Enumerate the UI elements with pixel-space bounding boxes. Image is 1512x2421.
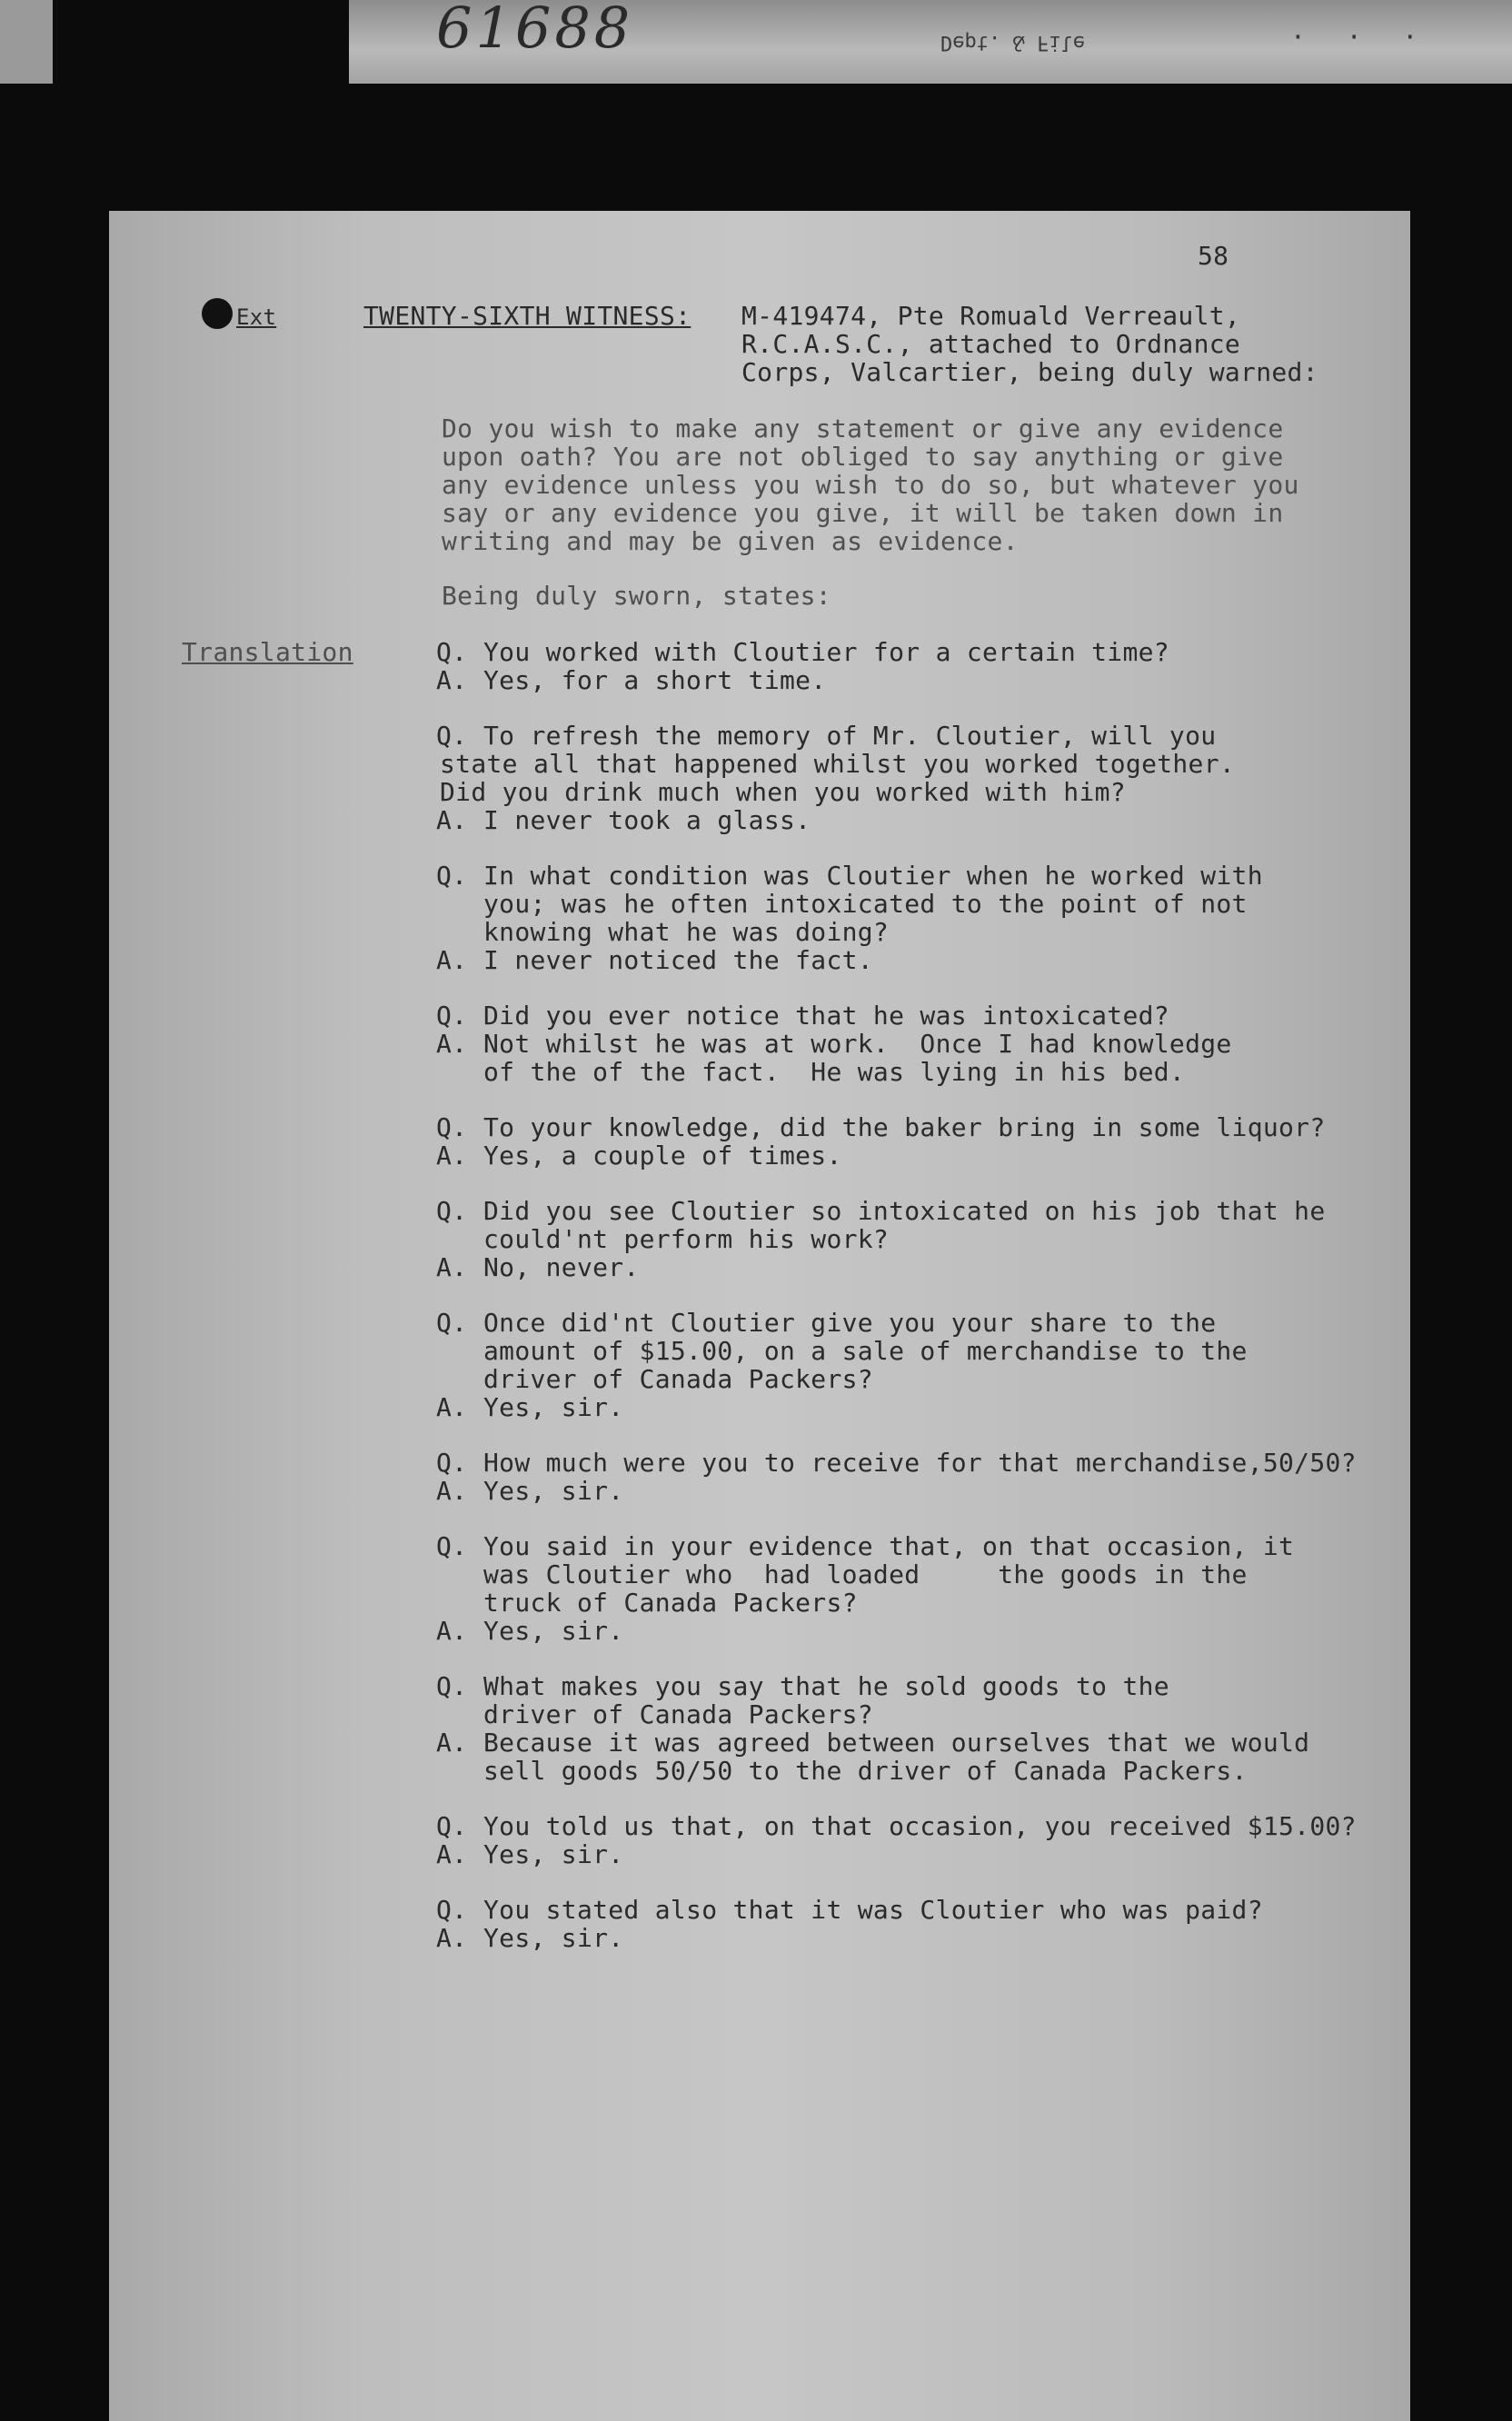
question-text: What makes you say that he sold goods to the	[483, 1671, 1169, 1701]
question-text: amount of $15.00, on a sale of merchandise to the	[483, 1336, 1248, 1366]
question-marker: Q.	[436, 1895, 468, 1925]
answer-marker: A.	[436, 1252, 468, 1282]
question-marker: Q.	[436, 637, 468, 667]
answer-marker: A.	[436, 1728, 468, 1758]
question-text: state all that happened whilst you worked together.	[440, 749, 1236, 779]
question-text: In what condition was Cloutier when he worked with	[483, 861, 1263, 891]
question-text: Did you see Cloutier so intoxicated on his job that he	[483, 1196, 1326, 1226]
question-text: knowing what he was doing?	[483, 917, 890, 947]
question-marker: Q.	[436, 721, 468, 751]
question-text: truck of Canada Packers?	[483, 1588, 858, 1618]
question-text: driver of Canada Packers?	[483, 1364, 873, 1394]
ink-blot	[202, 298, 233, 329]
witness-line: R.C.A.S.C., attached to Ordnance	[741, 329, 1241, 359]
speckle-marks: · · ·	[1290, 22, 1431, 52]
question-text: You worked with Cloutier for a certain time?	[483, 637, 1169, 667]
witness-line: M-419474, Pte Romuald Verreault,	[741, 301, 1241, 331]
answer-marker: A.	[436, 1616, 468, 1646]
question-text: could'nt perform his work?	[483, 1224, 890, 1254]
answer-marker: A.	[436, 665, 468, 695]
answer-text: Yes, a couple of times.	[483, 1141, 842, 1171]
answer-text: Yes, sir.	[483, 1616, 624, 1646]
answer-text: No, never.	[483, 1252, 640, 1282]
question-text: You told us that, on that occasion, you received $15.00?	[483, 1811, 1357, 1841]
question-text: driver of Canada Packers?	[483, 1699, 873, 1729]
answer-text: Because it was agreed between ourselves that we would	[483, 1728, 1310, 1758]
answer-marker: A.	[436, 1029, 468, 1059]
witness-line: Corps, Valcartier, being duly warned:	[741, 357, 1318, 387]
mirrored-stamp: Dept. & File	[940, 31, 1085, 54]
translation-label: Translation	[182, 637, 353, 667]
answer-marker: A.	[436, 1392, 468, 1422]
witness-heading: TWENTY-SIXTH WITNESS:	[363, 301, 691, 331]
question-text: You stated also that it was Cloutier who was paid?	[483, 1895, 1263, 1925]
answer-marker: A.	[436, 805, 468, 835]
caution-line: writing and may be given as evidence.	[442, 526, 1019, 556]
answer-text: Yes, for a short time.	[483, 665, 827, 695]
answer-marker: A.	[436, 1476, 468, 1506]
question-text: You said in your evidence that, on that occasion, it	[483, 1531, 1295, 1561]
margin-tag: Ext	[236, 304, 277, 330]
handwritten-file-number: 61688	[436, 0, 634, 61]
question-marker: Q.	[436, 1196, 468, 1226]
question-text: Did you ever notice that he was intoxicated?	[483, 1001, 1169, 1031]
answer-text: Yes, sir.	[483, 1392, 624, 1422]
caution-line: upon oath? You are not obliged to say anything or give	[442, 442, 1284, 472]
answer-text: I never noticed the fact.	[483, 945, 873, 975]
question-text: To your knowledge, did the baker bring in some liquor?	[483, 1112, 1326, 1142]
question-marker: Q.	[436, 1308, 468, 1338]
caution-line: Do you wish to make any statement or give any evidence	[442, 413, 1284, 443]
answer-text: I never took a glass.	[483, 805, 811, 835]
answer-text: Not whilst he was at work. Once I had knowledge	[483, 1029, 1232, 1059]
question-text: sell goods 50/50 to the driver of Canada Packers.	[483, 1756, 1248, 1786]
question-marker: Q.	[436, 1811, 468, 1841]
question-text: Did you drink much when you worked with him?	[440, 777, 1126, 807]
question-text: To refresh the memory of Mr. Cloutier, will you	[483, 721, 1217, 751]
caution-line: any evidence unless you wish to do so, but whatever you	[442, 470, 1299, 500]
answer-text: Yes, sir.	[483, 1839, 624, 1869]
answer-marker: A.	[436, 1839, 468, 1869]
question-marker: Q.	[436, 1001, 468, 1031]
question-text: you; was he often intoxicated to the point of not	[483, 889, 1248, 919]
page-number: 58	[1198, 241, 1229, 271]
sworn-statement: Being duly sworn, states:	[442, 581, 831, 611]
question-marker: Q.	[436, 1112, 468, 1142]
caution-line: say or any evidence you give, it will be taken down in	[442, 498, 1284, 528]
answer-text: Yes, sir.	[483, 1476, 624, 1506]
question-text: Once did'nt Cloutier give you your share to the	[483, 1308, 1217, 1338]
previous-sheet-edge	[0, 0, 53, 84]
question-text: How much were you to receive for that merchandise,50/50?	[483, 1448, 1357, 1478]
answer-marker: A.	[436, 1923, 468, 1953]
question-marker: Q.	[436, 861, 468, 891]
question-marker: Q.	[436, 1448, 468, 1478]
question-marker: Q.	[436, 1531, 468, 1561]
document-page	[109, 211, 1410, 2421]
answer-text: Yes, sir.	[483, 1923, 624, 1953]
question-text: of the of the fact. He was lying in his bed.	[483, 1057, 1186, 1087]
answer-marker: A.	[436, 1141, 468, 1171]
question-text: was Cloutier who had loaded the goods in the	[483, 1559, 1248, 1589]
question-marker: Q.	[436, 1671, 468, 1701]
answer-marker: A.	[436, 945, 468, 975]
